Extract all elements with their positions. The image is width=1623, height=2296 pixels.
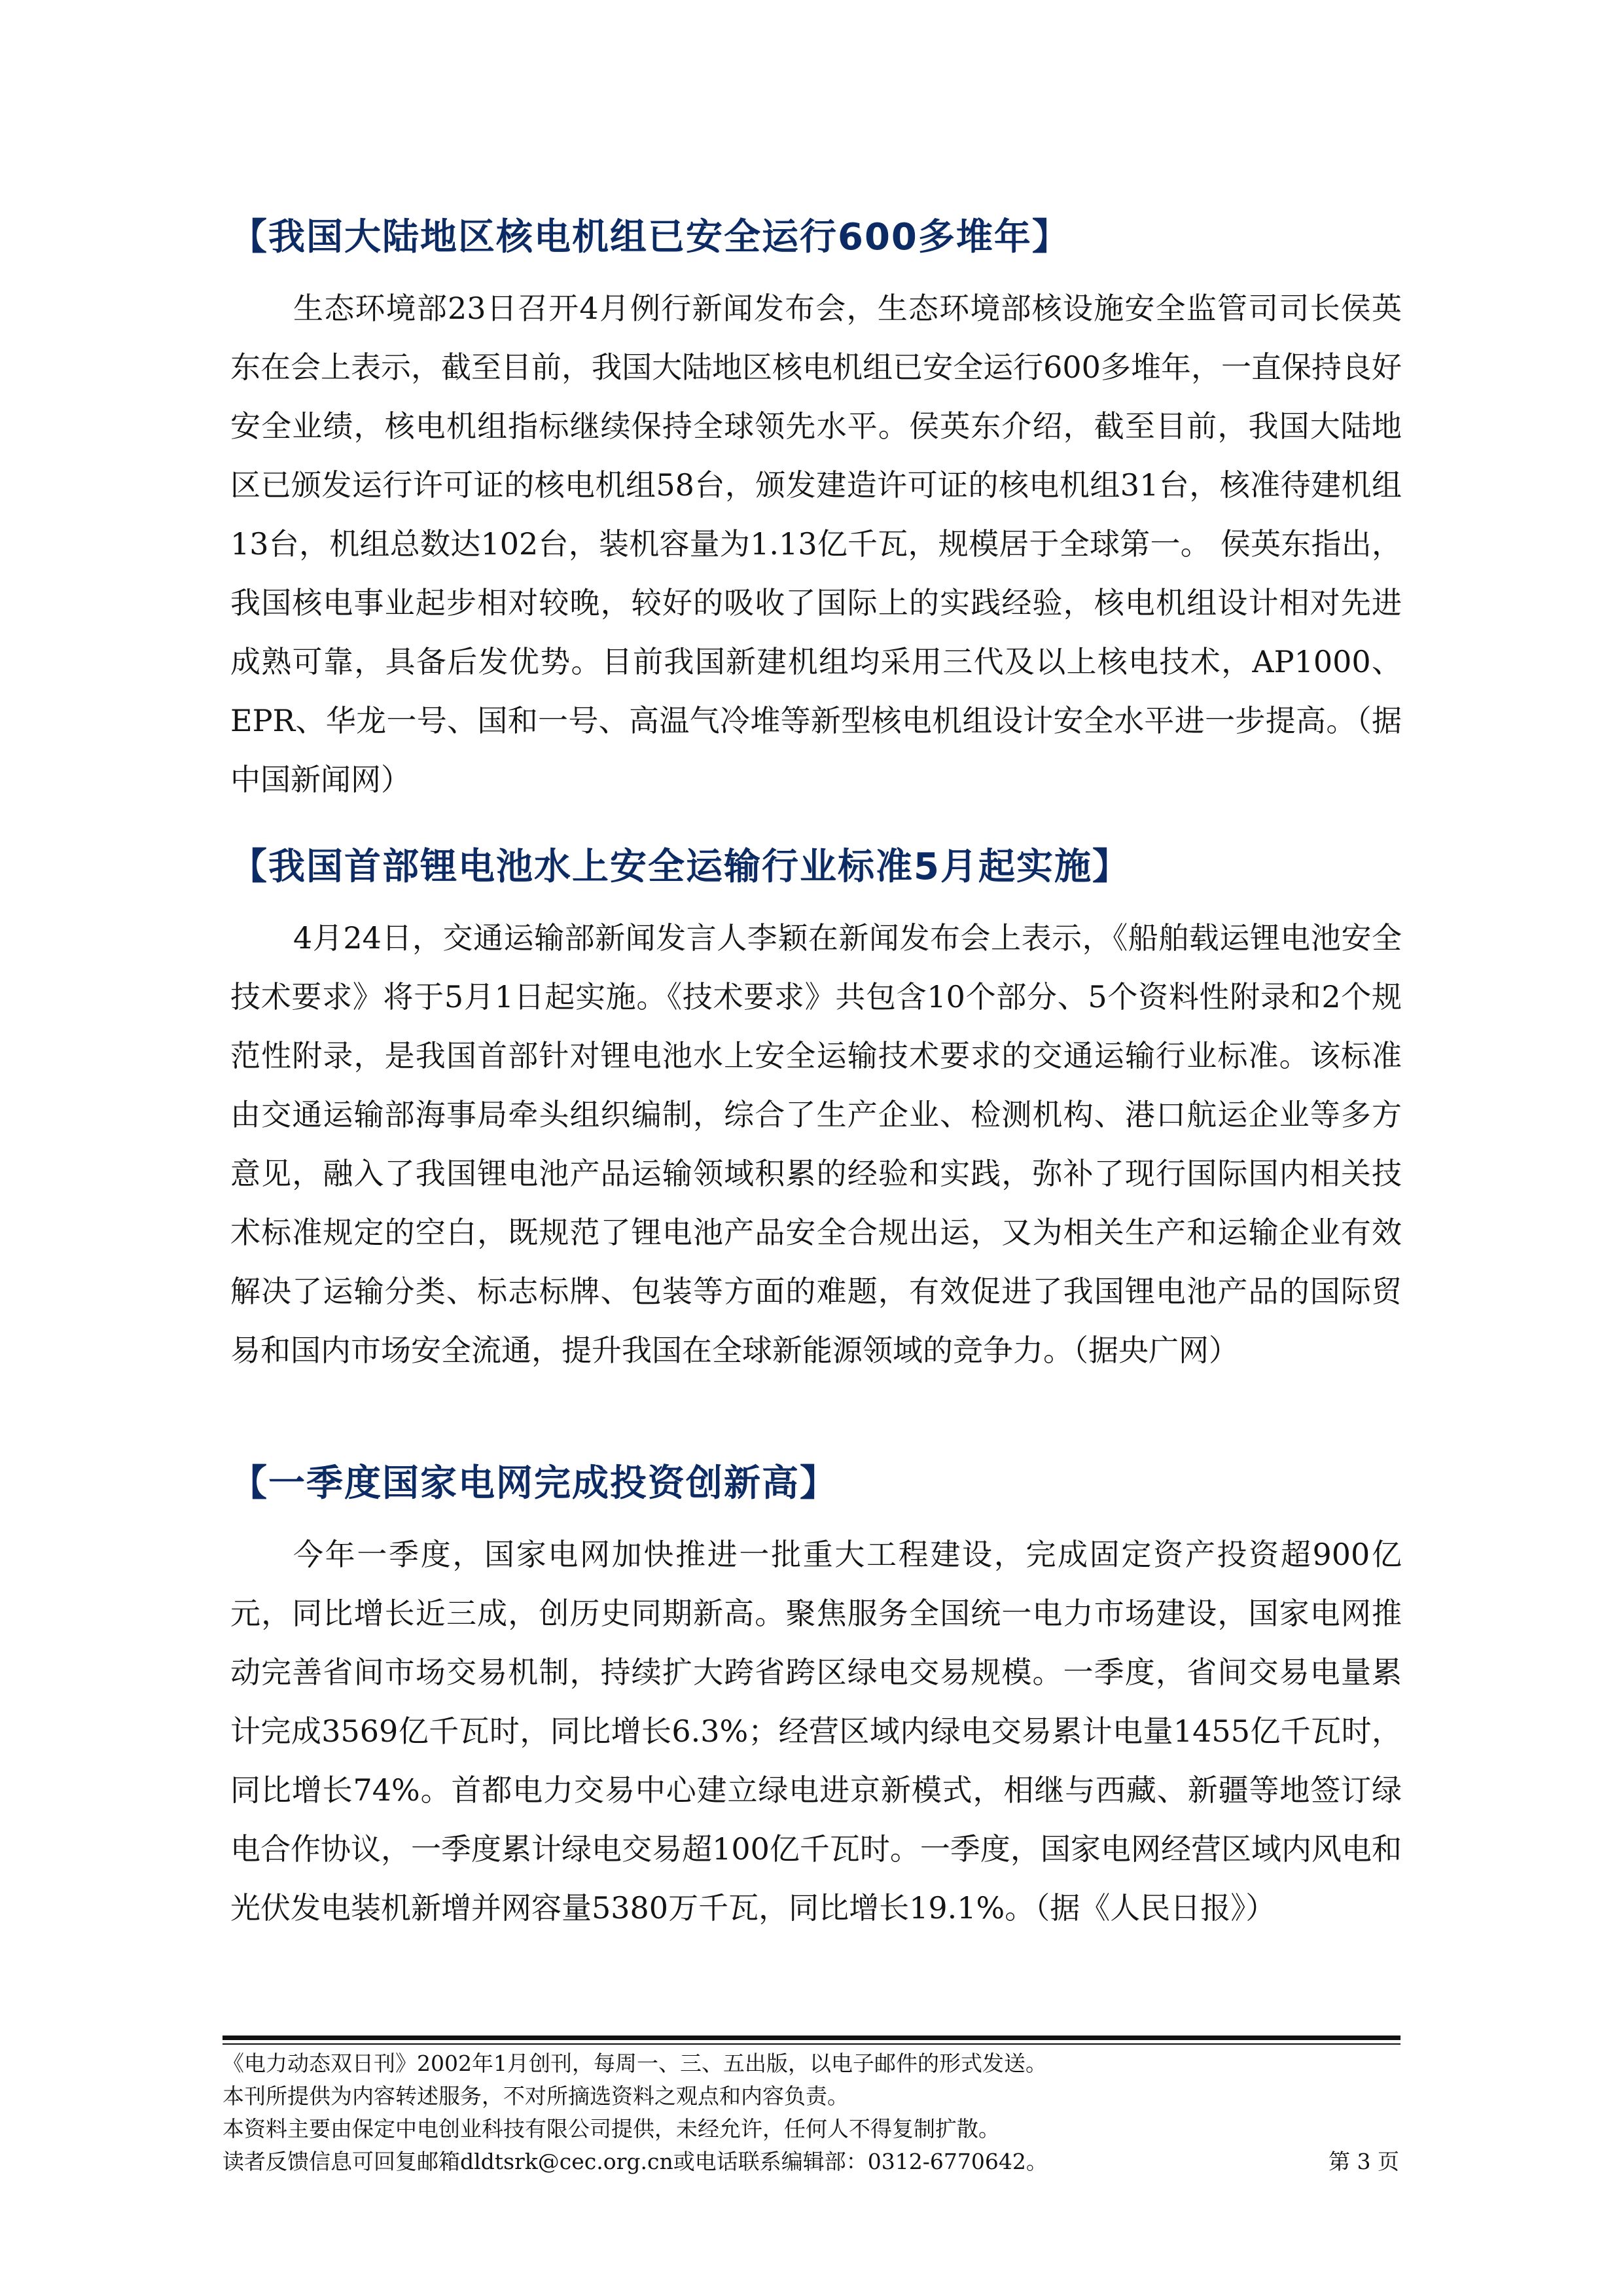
article-body: 4月24日，交通运输部新闻发言人李颖在新闻发布会上表示，《船舶载运锂电池安全技术要求》将于5月1日起实施。《技术要求》共包含10个部分、5个资料性附录和2个规范性附录，是我国首部针对锂电池水上安全运输技术要求的交通运输行业标准。该标准由交通运输部海事局牵头组织编制，综合了生产企业、检测机构、港口航运企业等多方意见，融入了我国锂电池产品运输领域积累的经验和实践，弥补了现行国际国内相关技术标准规定的空白，既规范了锂电池产品安全合规出运，又为相关生产和运输企业有效解决了运输分类、标志标牌、包装等方面的难题，有效促进了我国锂电池产品的国际贸易和国内市场安全流通，提升我国在全球新能源领域的竞争力。（据央广网） bbox=[230, 920, 1402, 1368]
article-body: 生态环境部23日召开4月例行新闻发布会，生态环境部核设施安全监管司司长侯英东在会上表示，截至目前，我国大陆地区核电机组已安全运行600多堆年，一直保持良好安全业绩，核电机组指标继续保持全球领先水平。侯英东介绍，截至目前，我国大陆地区已颁发运行许可证的核电机组58台，颁发建造许可证的核电机组31台，核准待建机组13台，机组总数达102台，装机容量为1.13亿千瓦，规模居于全球第一。 侯英东指出，我国核电事业起步相对较晚，较好的吸收了国际上的实践经验，核电机组设计相对先进成熟可靠，具备后发优势。目前我国新建机组均采用三代及以上核电技术，AP1000、EPR、华龙一号、国和一号、高温气冷堆等新型核电机组设计安全水平进一步提高。（据中国新闻网） bbox=[230, 291, 1402, 797]
footer-divider-thin bbox=[223, 2043, 1400, 2045]
footer-divider bbox=[223, 2036, 1400, 2040]
article-headline: 【一季度国家电网完成投资创新高】 bbox=[230, 1462, 838, 1505]
news-article bbox=[230, 838, 1402, 1380]
footer-contact: 读者反馈信息可回复邮箱dldtsrk@cec.org.cn或电话联系编辑部：0312-6770642。 bbox=[223, 2149, 1048, 2174]
footer-disclaimer: 本刊所提供为内容转述服务，不对所摘选资料之观点和内容负责。 bbox=[223, 2083, 849, 2109]
article-headline: 【我国首部锂电池水上安全运输行业标准5月起实施】 bbox=[230, 846, 1130, 888]
footer-publication-info: 《电力动态双日刊》2002年1月创刊，每周一、三、五出版，以电子邮件的形式发送。 bbox=[223, 2051, 1047, 2076]
article-body: 今年一季度，国家电网加快推进一批重大工程建设，完成固定资产投资超900亿元，同比增长近三成，创历史同期新高。聚焦服务全国统一电力市场建设，国家电网推动完善省间市场交易机制，持续扩大跨省跨区绿电交易规模。一季度，省间交易电量累计完成3569亿千瓦时，同比增长6.3%；经营区域内绿电交易累计电量1455亿千瓦时，同比增长74%。首都电力交易中心建立绿电进京新模式，相继与西藏、新疆等地签订绿电合作协议，一季度累计绿电交易超100亿千瓦时。一季度，国家电网经营区域内风电和光伏发电装机新增并网容量5380万千瓦，同比增长19.1%。（据《人民日报》） bbox=[230, 1537, 1402, 1926]
page-footer bbox=[223, 2047, 1400, 2178]
news-article bbox=[230, 208, 1402, 809]
footer-contact-row bbox=[223, 2145, 1400, 2178]
page-number: 第 3 页 bbox=[1329, 2149, 1399, 2174]
news-article bbox=[230, 1454, 1402, 1937]
article-headline: 【我国大陆地区核电机组已安全运行600多堆年】 bbox=[230, 216, 1070, 259]
footer-copyright: 本资料主要由保定中电创业科技有限公司提供，未经允许，任何人不得复制扩散。 bbox=[223, 2116, 1000, 2142]
